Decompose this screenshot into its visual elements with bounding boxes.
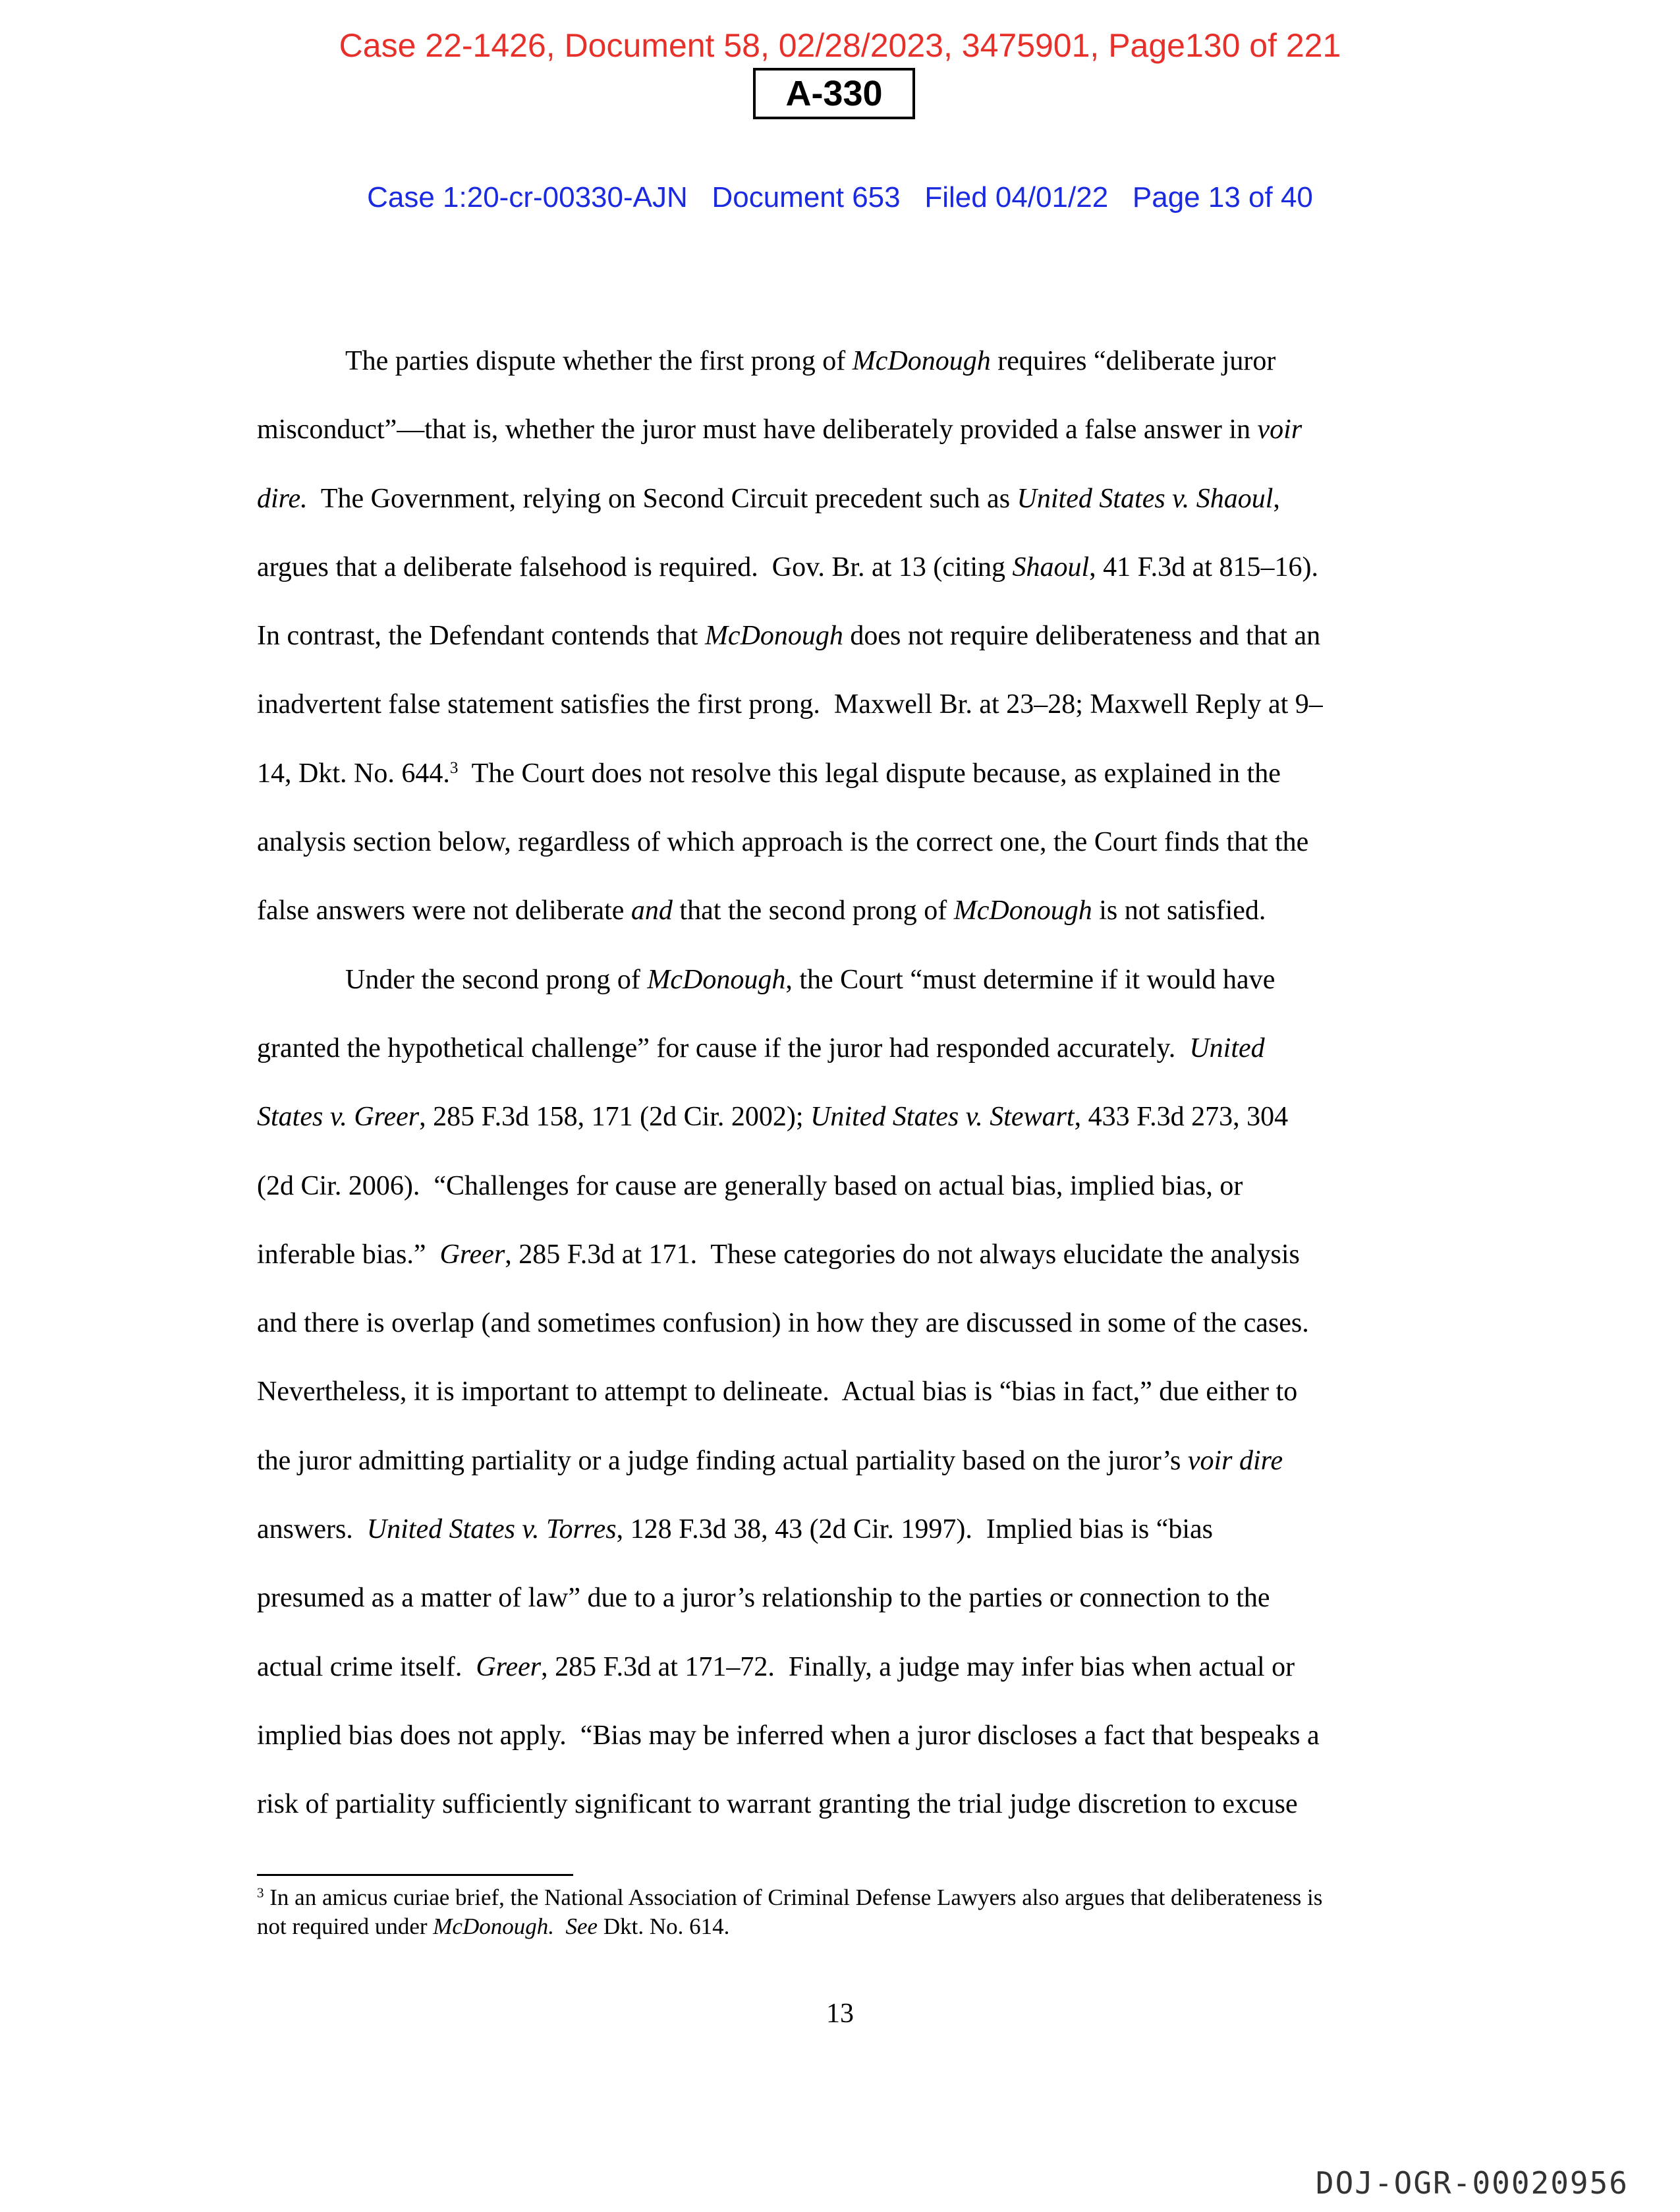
text-line: and there is overlap (and sometimes confusion) in how they are discussed in some of the cases. [257,1308,1309,1339]
text-line: Nevertheless, it is important to attempt to delineate. Actual bias is “bias in fact,” due either to [257,1376,1298,1407]
header-document: Document 653 [712,181,901,213]
footnote [257,1883,1423,1941]
footnote-divider [257,1874,573,1876]
text-line: the juror admitting partiality or a judge finding actual partiality based on the juror’s voir dire [257,1445,1283,1476]
text-line: false answers were not deliberate and that the second prong of McDonough is not satisfied. [257,895,1266,926]
text-line: dire. The Government, relying on Second Circuit precedent such as United States v. Shaoul, [257,483,1280,514]
text-line: inferable bias.” Greer, 285 F.3d at 171. These categories do not always elucidate the analysis [257,1239,1300,1270]
page-number: 13 [826,1999,854,2029]
text-line: In contrast, the Defendant contends that McDonough does not require deliberateness and that an [257,621,1321,652]
text-line: States v. Greer, 285 F.3d 158, 171 (2d Cir. 2002); United States v. Stewart, 433 F.3d 273, 304 [257,1102,1289,1133]
text-line: presumed as a matter of law” due to a juror’s relationship to the parties or connection to the [257,1583,1270,1614]
appendix-page-label: A-330 [753,68,915,119]
header-page: Page 13 of 40 [1132,181,1313,213]
bates-number: DOJ-OGR-00020956 [1315,2165,1629,2201]
text-line: inadvertent false statement satisfies the first prong. Maxwell Br. at 23–28; Maxwell Reply at 9– [257,689,1323,720]
text-line: analysis section below, regardless of which approach is the correct one, the Court finds that the [257,827,1309,858]
document-body [257,327,1423,1839]
paragraph-second-prong [257,946,1423,1839]
text-line: granted the hypothetical challenge” for cause if the juror had responded accurately. United [257,1033,1265,1063]
text-line: answers. United States v. Torres, 128 F.3d 38, 43 (2d Cir. 1997). Implied bias is “bias [257,1514,1213,1545]
appellate-case-stamp: Case 22-1426, Document 58, 02/28/2023, 3475901, Page130 of 221 [339,27,1341,64]
text-line: actual crime itself. Greer, 285 F.3d at 171–72. Finally, a judge may infer bias when actual or [257,1651,1295,1682]
footnote-line: $^3$ In an amicus curiae brief, the National Association of Criminal Defense Lawyers also argues that deliberateness is [257,1885,1323,1910]
text-line: misconduct”—that is, whether the juror must have deliberately provided a false answer in voir [257,414,1302,445]
text-line: implied bias does not apply. “Bias may be inferred when a juror discloses a fact that bespeaks a [257,1720,1320,1751]
header-filed: Filed 04/01/22 [924,181,1109,213]
footnote-line: not required under McDonough. See Dkt. No. 614. [257,1914,730,1939]
footnote-marker: 3 [257,1885,264,1901]
text-line: risk of partiality sufficiently significant to warrant granting the trial judge discretion to excuse [257,1789,1298,1820]
paragraph-first-prong [257,327,1423,946]
footnote-reference: 3 [449,758,459,777]
text-line: 14, Dkt. No. 644.$^3$ The Court does not resolve this legal dispute because, as explained in the [257,758,1281,789]
header-case-number: Case 1:20-cr-00330-AJN [367,181,688,213]
text-line: Under the second prong of McDonough, the Court “must determine if it would have [345,964,1275,995]
text-line: (2d Cir. 2006). “Challenges for cause are generally based on actual bias, implied bias, or [257,1170,1243,1201]
text-line: argues that a deliberate falsehood is required. Gov. Br. at 13 (citing Shaoul, 41 F.3d at 815–16). [257,552,1318,582]
text-line: The parties dispute whether the first prong of McDonough requires “deliberate juror [345,346,1276,376]
district-case-header [0,181,1680,214]
